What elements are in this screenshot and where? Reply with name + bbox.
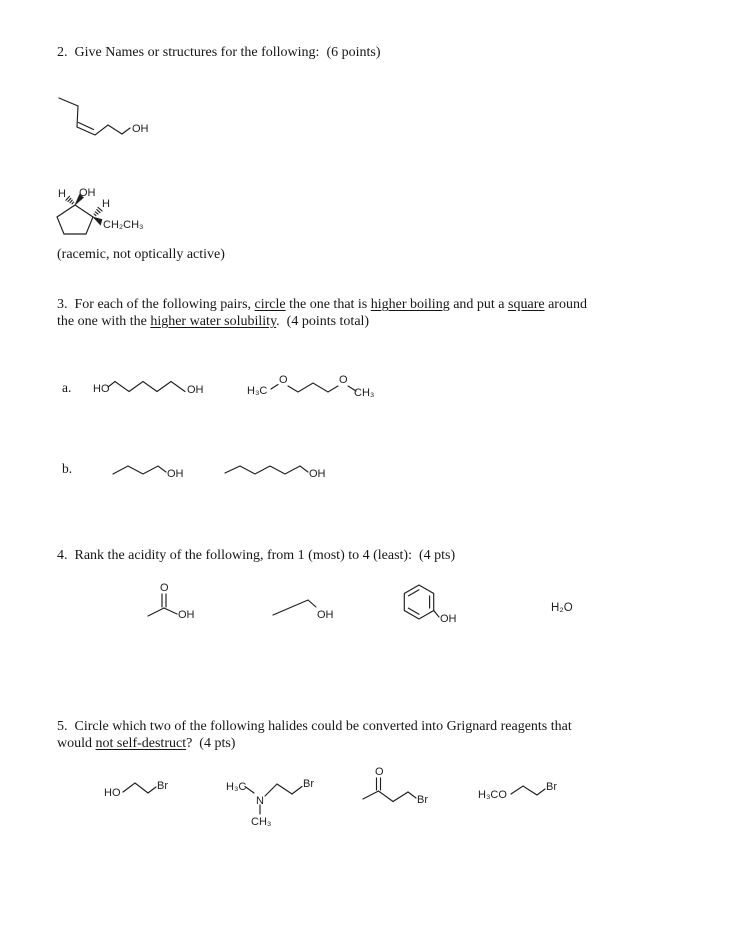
structure-cis-3-hexen-1-ol: [52, 92, 167, 144]
bold-wedge-ethyl: [93, 217, 102, 225]
item-a-label: a.: [62, 380, 72, 395]
ring-bonds: [404, 585, 439, 619]
q5-line2: would not self-destruct? (4 pts): [57, 736, 236, 751]
atom-label-oh: OH: [317, 609, 334, 621]
atom-label-o-right: O: [339, 374, 348, 386]
structure-pentanediol: [90, 372, 215, 402]
ring-bonds: [57, 205, 93, 234]
atom-label-h3co: H₃CO: [478, 789, 507, 801]
structure-bromo-methyl-ether: [475, 770, 570, 810]
atom-label-oh: OH: [167, 468, 184, 480]
atom-label-ethyl: CH₂CH₃: [103, 219, 144, 231]
atom-label-br: Br: [303, 778, 314, 790]
atom-label-ch3: CH₃: [251, 816, 272, 828]
structure-2-ethylcyclopentanol: [52, 182, 177, 252]
atom-label-n: N: [256, 795, 264, 807]
bonds: [363, 778, 416, 802]
bonds: [108, 382, 185, 392]
q5-heading: [57, 718, 697, 752]
atom-label-br: Br: [417, 794, 428, 806]
atom-label-oh: OH: [440, 613, 457, 625]
bonds: [113, 466, 166, 474]
atom-label-ho: HO: [93, 383, 110, 395]
atom-label-br: Br: [546, 781, 557, 793]
atom-label-h-right: H: [102, 198, 110, 210]
structure-bromoethanol: [100, 772, 185, 802]
q3-heading: [57, 296, 697, 330]
q4-heading: 4. Rank the acidity of the following, from 1 (most) to 4 (least): (4 pts): [57, 548, 456, 563]
bonds: [123, 783, 156, 793]
structure-ethanol: [266, 594, 346, 622]
atom-label-o: O: [160, 582, 169, 594]
atom-label-oh: OH: [79, 187, 96, 199]
bonds: [273, 600, 316, 615]
atom-label-h3c: H₃C: [226, 781, 247, 793]
hash-wedge-h-top: [66, 196, 74, 204]
atom-label-o-left: O: [279, 374, 288, 386]
structure-bromo-dimethylamine: [220, 770, 320, 828]
bonds: [245, 784, 302, 814]
atom-label-br: Br: [157, 780, 168, 792]
structure-bromo-ketone: [355, 762, 445, 810]
hash-wedge-h-right: [94, 207, 102, 215]
structure-dimethoxypropane: [245, 372, 380, 402]
structure-acetic-acid: [138, 576, 208, 624]
atom-label-ch3: CH₃: [354, 387, 375, 399]
structure-hexanol: [220, 456, 325, 486]
atom-label-oh: OH: [187, 384, 204, 396]
atom-label-oh: OH: [178, 609, 195, 621]
structure-phenol: [395, 578, 475, 633]
bonds: [225, 466, 308, 474]
racemic-note: (racemic, not optically active): [57, 247, 225, 262]
atom-label-h-top: H: [58, 188, 66, 200]
atom-label-o: O: [375, 766, 384, 778]
structure-butanol: [105, 456, 185, 486]
bonds: [148, 594, 177, 616]
q3-line2: the one with the higher water solubility. (4 points total): [57, 314, 370, 329]
q3-line1: 3. For each of the following pairs, circle the one that is higher boiling and put a square around: [57, 297, 587, 312]
atom-label-oh: OH: [309, 468, 325, 480]
q5-line1: 5. Circle which two of the following halides could be converted into Grignard reagents that: [57, 719, 572, 734]
atom-label-oh: OH: [132, 123, 149, 135]
item-b-label: b.: [62, 461, 73, 476]
water-label: H₂O: [551, 602, 573, 614]
bonds: [511, 786, 545, 795]
atom-label-ho: HO: [104, 787, 121, 799]
q2-heading: 2. Give Names or structures for the following: (6 points): [57, 45, 381, 60]
atom-label-h3c: H₃C: [247, 385, 268, 397]
bonds: [59, 98, 130, 135]
